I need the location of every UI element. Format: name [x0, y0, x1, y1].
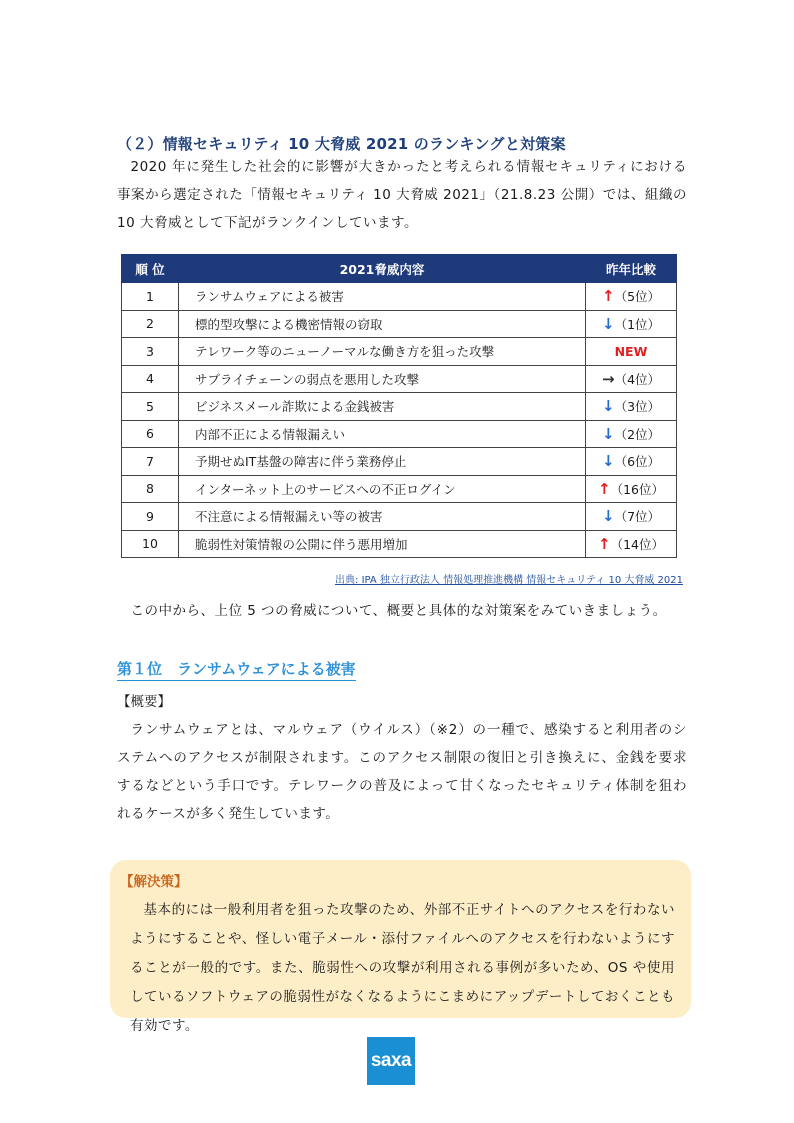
- rank-cell: 1: [122, 283, 179, 311]
- previous-rank: （1位）: [614, 316, 661, 332]
- table-row: [122, 503, 677, 531]
- comparison-cell: [586, 310, 677, 338]
- arrow-up-icon: ↑: [598, 479, 611, 498]
- threat-cell: ランサムウェアによる被害: [179, 283, 586, 311]
- threat-cell: インターネット上のサービスへの不正ログイン: [179, 475, 586, 503]
- arrow-down-icon: ↓: [601, 507, 615, 526]
- arrow-up-icon: ↑: [601, 287, 615, 306]
- section-intro: 2020 年に発生した社会的に影響が大きかったと考えられる情報セキュリティにおける事案から選定された「情報セキュリティ 10 大脅威 2021」（21.8.23 公開）では、組織の 10 大脅威として下記がランクインしています。: [117, 159, 687, 231]
- previous-rank: （4位）: [614, 371, 661, 387]
- comparison-cell: [586, 365, 677, 393]
- table-row: [122, 310, 677, 338]
- arrow-right-icon: →: [601, 369, 615, 388]
- rank-cell: 7: [122, 448, 179, 476]
- comparison-cell: [586, 530, 677, 558]
- overview-text: ランサムウェアとは、マルウェア（ウイルス）（※2）の一種で、感染すると利用者のシステムへのアクセスが制限されます。このアクセス制限の復旧と引き換えに、金銭を要求するなどという手口です。テレワークの普及によって甘くなったセキュリティ体制を狙われるケースが多く発生しています。: [117, 722, 687, 822]
- threat-cell: 内部不正による情報漏えい: [179, 420, 586, 448]
- threat-cell: 予期せぬIT基盤の障害に伴う業務停止: [179, 448, 586, 476]
- comparison-cell: [586, 448, 677, 476]
- previous-rank: （6位）: [614, 454, 661, 470]
- threat-cell: ビジネスメール詐欺による金銭被害: [179, 393, 586, 421]
- overview-label: 【概要】: [117, 694, 171, 710]
- comparison-cell: [586, 420, 677, 448]
- rank-cell: 5: [122, 393, 179, 421]
- table-row: [122, 475, 677, 503]
- solution-text: 基本的には一般利用者を狙った攻撃のため、外部不正サイトへのアクセスを行わないようにすることや、怪しい電子メール・添付ファイルへのアクセスを行わないようにすることが一般的です。また、脆弱性への攻撃が利用される事例が多いため、OS や使用しているソフトウェアの脆弱性がなくなるようにこまめにアップデートしておくことも有効です。: [130, 902, 675, 1034]
- arrow-down-icon: ↓: [601, 424, 615, 443]
- threat-cell: テレワーク等のニューノーマルな働き方を狙った攻撃: [179, 338, 586, 366]
- rank-cell: 3: [122, 338, 179, 366]
- previous-rank: （7位）: [614, 509, 661, 525]
- previous-rank: （14位）: [610, 536, 664, 552]
- threat-ranking-table: [121, 254, 677, 558]
- arrow-down-icon: ↓: [601, 397, 615, 416]
- header-comparison: 昨年比較: [586, 255, 677, 283]
- threat-cell: 不注意による情報漏えい等の被害: [179, 503, 586, 531]
- table-header-row: [122, 255, 677, 283]
- arrow-down-icon: ↓: [601, 452, 615, 471]
- arrow-up-icon: ↑: [598, 534, 611, 553]
- previous-rank: （2位）: [614, 426, 661, 442]
- threat-cell: サプライチェーンの弱点を悪用した攻撃: [179, 365, 586, 393]
- rank-cell: 6: [122, 420, 179, 448]
- rank1-heading: [117, 658, 356, 679]
- comparison-cell: [586, 338, 677, 366]
- table-row: [122, 365, 677, 393]
- table-row: [122, 420, 677, 448]
- previous-rank: （3位）: [614, 399, 661, 415]
- table-row: [122, 448, 677, 476]
- rank-cell: 4: [122, 365, 179, 393]
- rank-cell: 2: [122, 310, 179, 338]
- table-row: [122, 338, 677, 366]
- rank-cell: 9: [122, 503, 179, 531]
- table-row: [122, 283, 677, 311]
- comparison-cell: [586, 393, 677, 421]
- new-badge: NEW: [614, 343, 648, 359]
- threat-cell: 脆弱性対策情報の公開に伴う悪用増加: [179, 530, 586, 558]
- section-title: （２）情報セキュリティ 10 大脅威 2021 のランキングと対策案: [117, 135, 566, 153]
- table-row: [122, 393, 677, 421]
- header-threat: 2021脅威内容: [179, 255, 586, 283]
- rank-cell: 8: [122, 475, 179, 503]
- source-link[interactable]: 出典: IPA 独立行政法人 情報処理推進機構 情報セキュリティ 10 大脅威 2021: [335, 575, 683, 586]
- comparison-cell: [586, 503, 677, 531]
- header-rank: 順 位: [122, 255, 179, 283]
- comparison-cell: [586, 475, 677, 503]
- comparison-cell: [586, 283, 677, 311]
- after-table-text: この中から、上位 5 つの脅威について、概要と具体的な対策案をみていきましょう。: [130, 603, 667, 619]
- solution-box: [110, 860, 691, 1034]
- previous-rank: （5位）: [614, 289, 661, 305]
- previous-rank: （16位）: [610, 481, 664, 497]
- saxa-logo: saxa: [367, 1037, 415, 1085]
- threat-cell: 標的型攻撃による機密情報の窃取: [179, 310, 586, 338]
- rank-cell: 10: [122, 530, 179, 558]
- table-row: [122, 530, 677, 558]
- rank1-heading-text: 第１位 ランサムウェアによる被害: [117, 660, 356, 681]
- solution-label: 【解決策】: [120, 874, 188, 890]
- arrow-down-icon: ↓: [601, 314, 615, 333]
